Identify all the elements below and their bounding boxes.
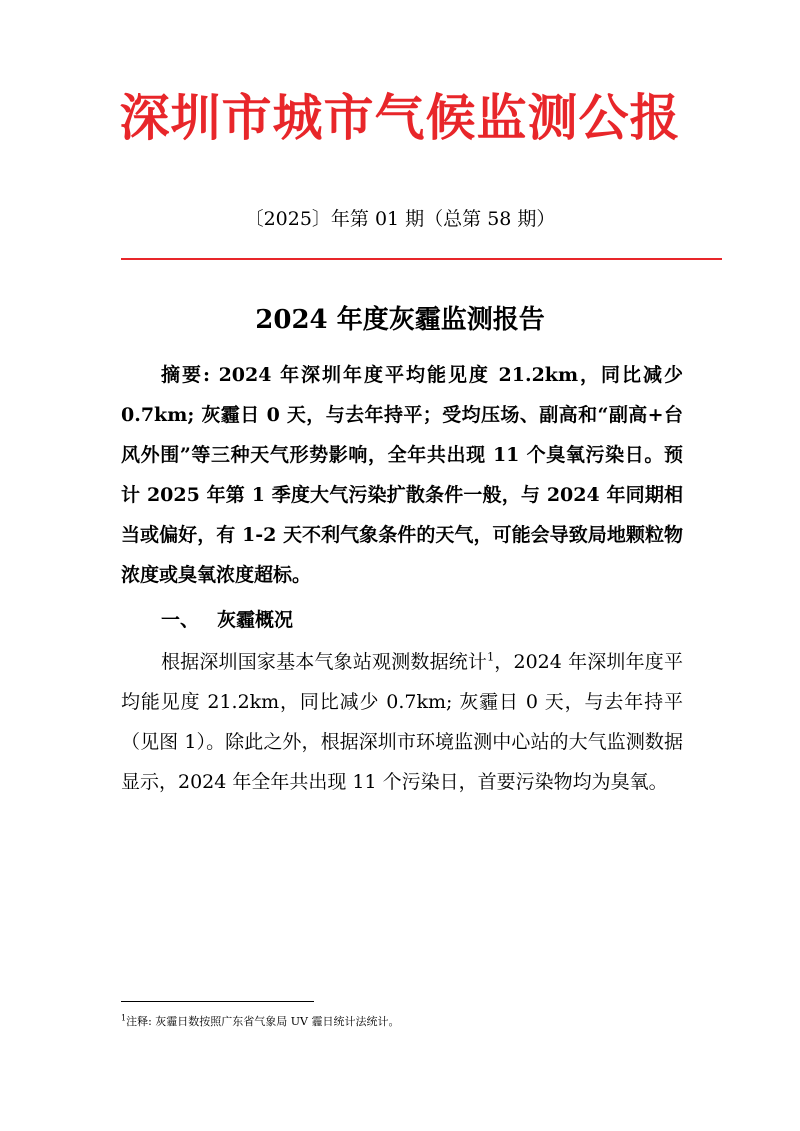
abstract-text: 2024 年深圳年度平均能见度 21.2km，同比减少 0.7km; 灰霾日 0 天，与去年持平；受均压场、副高和“副高+台风外围”等三种天气形势影响，全年共出现 11 个臭氧污染日。预计 2025 年第 1 季度大气污染扩散条件一般，与 2024 年同期相当或偏好，有 1-2 天不利气象条件的天气，可能会导致局地颗粒物浓度或臭氧浓度超标。 bbox=[121, 364, 683, 586]
footnote-text: 注释: 灰霾日数按照广东省气象局 UV 霾日统计法统计。 bbox=[126, 1015, 400, 1028]
body-paragraph bbox=[121, 642, 683, 802]
section-number: 一、 bbox=[161, 609, 200, 631]
footnote-marker: 1 bbox=[121, 1013, 127, 1023]
section-title: 灰霾概况 bbox=[217, 609, 294, 631]
red-divider bbox=[121, 258, 722, 260]
footnote-divider bbox=[121, 1001, 314, 1002]
issue-number: 〔2025〕年第 01 期（总第 58 期） bbox=[244, 208, 556, 230]
abstract-paragraph bbox=[121, 355, 683, 595]
body-text-part2: ，2024 年深圳年度平均能见度 21.2km，同比减少 0.7km; 灰霾日 0 天，与去年持平（见图 1）。除此之外，根据深圳市环境监测中心站的大气监测数据显示，2024 年全年共出现 11 个污染日，首要污染物均为臭氧。 bbox=[121, 651, 683, 793]
footnote-reference[interactable]: 1 bbox=[487, 650, 495, 664]
abstract-label: 摘要: bbox=[161, 364, 210, 386]
masthead-title: 深圳市城市气候监测公报 bbox=[119, 88, 681, 147]
footnote bbox=[121, 1012, 721, 1032]
section-heading-haze-overview bbox=[161, 600, 293, 640]
report-title: 2024 年度灰霾监测报告 bbox=[255, 305, 545, 335]
body-text-part1: 根据深圳国家基本气象站观测数据统计 bbox=[161, 651, 488, 673]
